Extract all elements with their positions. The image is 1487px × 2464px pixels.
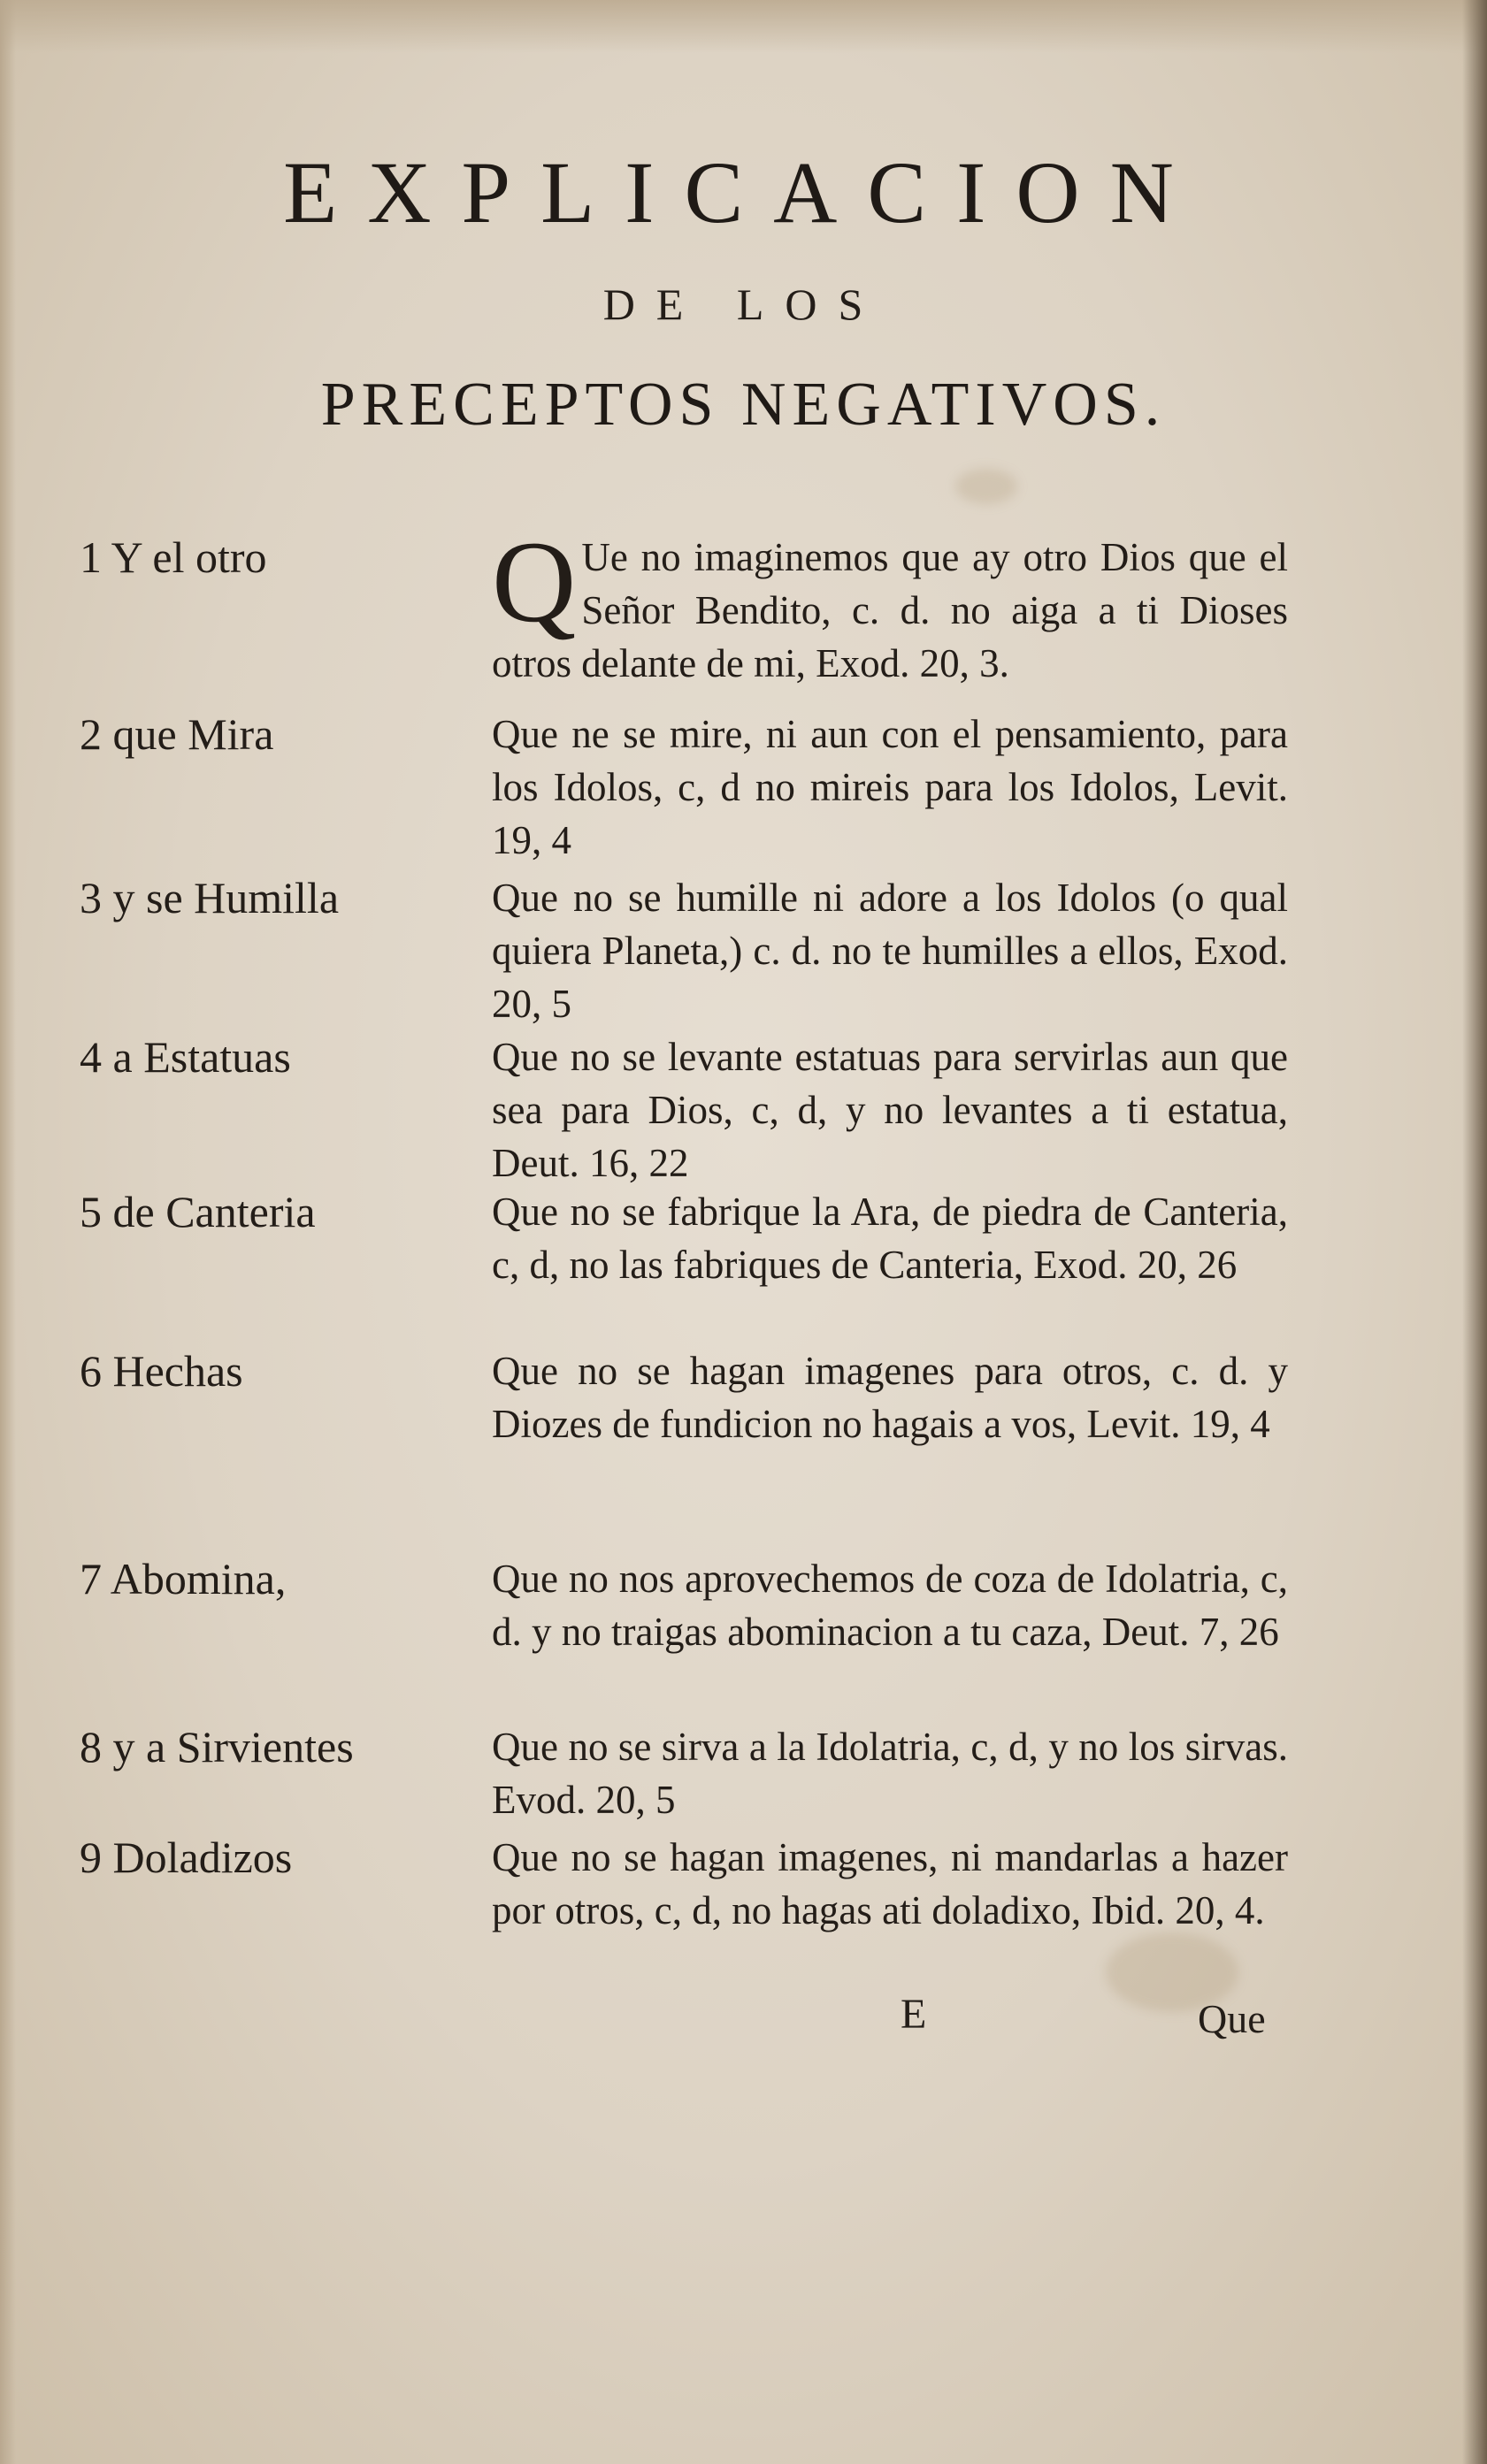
- precept-term-label: a Estatuas: [112, 1032, 291, 1082]
- page-subtitle: DE LOS: [602, 279, 885, 329]
- precept-term-label: de Canteria: [112, 1187, 316, 1236]
- precept-text: Que no se humille ni adore a los Idolos (o qual quiera Planeta,) c. d. no te humilles a ellos, Exod. 20, 5: [492, 876, 1288, 1026]
- precept-text: Que no se hagan imagenes para otros, c. d. y Diozes de fundicion no hagais a vos, Levit. 19, 4: [492, 1349, 1288, 1446]
- precept-term-label: Y el otro: [111, 532, 267, 582]
- precept-term-label: que Mira: [112, 709, 274, 759]
- catchword: Que: [1198, 1996, 1266, 2041]
- precept-term: [80, 708, 273, 761]
- precept-term-label: y a Sirvientes: [112, 1722, 354, 1771]
- precept-term: [80, 1831, 292, 1884]
- precept-term: [80, 1030, 291, 1083]
- precept-term: [80, 1720, 354, 1773]
- precept-term: [80, 1185, 316, 1238]
- precept-number: 8: [80, 1722, 102, 1771]
- precept-number: 7: [80, 1554, 102, 1603]
- precept-text: [492, 517, 1288, 690]
- precept-term-label: y se Humilla: [112, 873, 340, 922]
- precept-term-label: Hechas: [112, 1346, 243, 1396]
- precept-text: Que no nos aprovechemos de coza de Idolatria, c, d. y no traigas abominacion a tu caza, Deut. 7, 26: [492, 1557, 1288, 1654]
- precept-number: 9: [80, 1833, 102, 1882]
- precept-number: 5: [80, 1187, 102, 1236]
- precept-term: [80, 531, 267, 584]
- precept-number: 4: [80, 1032, 102, 1082]
- precept-term: [80, 1552, 286, 1605]
- page-top-shadow: [0, 0, 1487, 53]
- precept-text: Que no se sirva a la Idolatria, c, d, y no los sirvas. Evod. 20, 5: [492, 1725, 1288, 1822]
- precept-text: Que no se levante estatuas para servirlas aun que sea para Dios, c, d, y no levantes a ti estatua, Deut. 16, 22: [492, 1035, 1288, 1185]
- precept-number: 2: [80, 709, 102, 759]
- signature-mark: E: [901, 1991, 927, 2038]
- drop-cap: Q: [492, 517, 577, 647]
- precept-text: Que no se fabrique la Ara, de piedra de Canteria, c, d, no las fabriques de Canteria, Exod. 20, 26: [492, 1190, 1288, 1287]
- precept-number: 3: [80, 873, 102, 922]
- page-heading: PRECEPTOS NEGATIVOS.: [320, 371, 1167, 439]
- precept-term: [80, 1344, 243, 1397]
- precept-text: Que ne se mire, ni aun con el pensamiento, para los Idolos, c, d no mireis para los Idolos, Levit. 19, 4: [492, 712, 1288, 862]
- precept-number: 1: [80, 532, 102, 582]
- precept-term-label: Abomina,: [110, 1554, 287, 1603]
- page-stain: [955, 469, 1017, 504]
- precept-number: 6: [80, 1346, 102, 1396]
- precept-term-label: Doladizos: [112, 1833, 293, 1882]
- precept-term: [80, 871, 339, 924]
- page-title: EXPLICACION: [283, 143, 1204, 241]
- precept-text: Que no se hagan imagenes, ni mandarlas a hazer por otros, c, d, no hagas ati doladixo, Ibid. 20, 4.: [492, 1835, 1288, 1932]
- precept-text-body: Ue no imaginemos que ay otro Dios que el Señor Bendito, c. d. no aiga a ti Dioses otros delante de mi, Exod. 20, 3.: [492, 535, 1288, 685]
